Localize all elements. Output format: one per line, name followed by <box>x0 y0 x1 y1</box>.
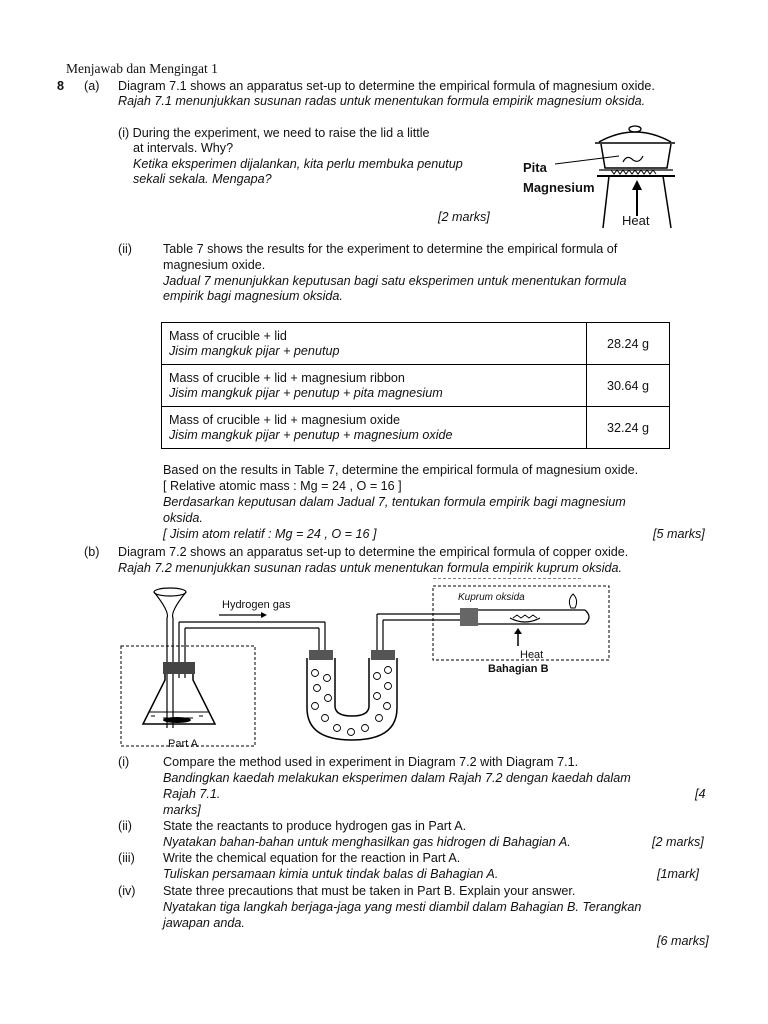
row-en: Mass of crucible + lid + magnesium oxide <box>169 413 400 427</box>
row-en: Mass of crucible + lid + magnesium ribbon <box>169 371 405 385</box>
table-cell-label <box>162 365 587 407</box>
table-cell-label <box>162 323 587 365</box>
table-row <box>162 365 670 407</box>
part-a-label: (a) <box>84 79 100 93</box>
label-pita: Pita <box>523 160 547 175</box>
b-i-ms2: Rajah 7.1. <box>163 787 221 801</box>
label-part-a: Part A <box>168 738 198 750</box>
b-i-en: Compare the method used in experiment in Diagram 7.2 with Diagram 7.1. <box>163 755 579 769</box>
sub-i-line2: at intervals. Why? <box>133 141 234 155</box>
row-en: Mass of crucible + lid <box>169 329 287 343</box>
table-row <box>162 407 670 449</box>
b-i-label: (i) <box>118 755 130 769</box>
b-iv-en: State three precautions that must be taken in Part B. Explain your answer. <box>163 884 576 898</box>
label-heat-7-2: Heat <box>520 649 544 661</box>
after-table-marks: [5 marks] <box>653 527 705 541</box>
b-i-marks2: marks] <box>163 803 201 817</box>
b-iv-ms1: Nyatakan tiga langkah berjaga-jaga yang mesti diambil dalam Bahagian B. Terangkan <box>163 900 642 914</box>
label-bahagian-b: Bahagian B <box>488 663 549 675</box>
sub-ii-label: (ii) <box>118 242 132 256</box>
b-ii-label: (ii) <box>118 819 132 833</box>
table-row <box>162 323 670 365</box>
row-value: 32.24 g <box>587 407 670 449</box>
results-table <box>161 322 670 449</box>
b-iv-ms2: jawapan anda. <box>163 916 245 930</box>
b-ii-en: State the reactants to produce hydrogen gas in Part A. <box>163 819 467 833</box>
after-table-line2: [ Relative atomic mass : Mg = 24 , O = 16 ] <box>163 479 402 493</box>
after-table-line5: [ Jisim atom relatif : Mg = 24 , O = 16 ] <box>163 527 377 541</box>
label-kuprum-oksida: Kuprum oksida <box>458 592 525 603</box>
part-a-intro-en: Diagram 7.1 shows an apparatus set-up to determine the empirical formula of magnesium oxide. <box>118 79 655 93</box>
part-a-intro-ms: Rajah 7.1 menunjukkan susunan radas untuk menentukan formula empirik magnesium oksida. <box>118 94 646 108</box>
sub-i-line1: (i) During the experiment, we need to raise the lid a little <box>118 126 430 140</box>
b-ii-marks: [2 marks] <box>652 835 704 849</box>
question-number: 8 <box>57 79 65 93</box>
label-magnesium: Magnesium <box>523 180 595 195</box>
b-i-marks: [4 <box>695 787 706 801</box>
b-iv-marks: [6 marks] <box>657 934 709 948</box>
sub-ii-line1: Table 7 shows the results for the experiment to determine the empirical formula of <box>163 242 618 256</box>
sub-i-line4: sekali sekala. Mengapa? <box>133 172 272 186</box>
row-ms: Jisim mangkuk pijar + penutup + pita magnesium <box>169 386 443 400</box>
row-ms: Jisim mangkuk pijar + penutup <box>169 344 340 358</box>
row-value: 30.64 g <box>587 365 670 407</box>
b-i-ms1: Bandingkan kaedah melakukan eksperimen dalam Rajah 7.2 dengan kaedah dalam <box>163 771 631 785</box>
sub-ii-line4: empirik bagi magnesium oksida. <box>163 289 343 303</box>
b-iii-marks: [1mark] <box>657 867 699 881</box>
part-b-intro-en: Diagram 7.2 shows an apparatus set-up to determine the empirical formula of copper oxide. <box>118 545 629 559</box>
b-ii-ms: Nyatakan bahan-bahan untuk menghasilkan gas hidrogen di Bahagian A. <box>163 835 571 849</box>
page-header: Menjawab dan Mengingat 1 <box>66 61 218 76</box>
row-value: 28.24 g <box>587 323 670 365</box>
label-heat-7-1: Heat <box>622 213 650 228</box>
sub-ii-line2: magnesium oxide. <box>163 258 266 272</box>
b-iii-label: (iii) <box>118 851 135 865</box>
sub-i-line3: Ketika eksperimen dijalankan, kita perlu membuka penutup <box>133 157 463 171</box>
after-table-line1: Based on the results in Table 7, determine the empirical formula of magnesium oxide. <box>163 463 639 477</box>
table-cell-label <box>162 407 587 449</box>
b-iv-label: (iv) <box>118 884 136 898</box>
b-iii-en: Write the chemical equation for the reaction in Part A. <box>163 851 461 865</box>
sub-ii-line3: Jadual 7 menunjukkan keputusan bagi satu eksperimen untuk menentukan formula <box>163 274 627 288</box>
sub-i-marks: [2 marks] <box>438 210 490 224</box>
after-table-line4: oksida. <box>163 511 203 525</box>
b-iii-ms: Tuliskan persamaan kimia untuk tindak balas di Bahagian A. <box>163 867 499 881</box>
part-b-intro-ms: Rajah 7.2 menunjukkan susunan radas untuk menentukan formula empirik kuprum oksida. <box>118 561 623 575</box>
label-hydrogen-gas: Hydrogen gas <box>222 599 291 611</box>
part-b-label: (b) <box>84 545 100 559</box>
row-ms: Jisim mangkuk pijar + penutup + magnesium oxide <box>169 428 453 442</box>
after-table-line3: Berdasarkan keputusan dalam Jadual 7, tentukan formula empirik bagi magnesium <box>163 495 626 509</box>
